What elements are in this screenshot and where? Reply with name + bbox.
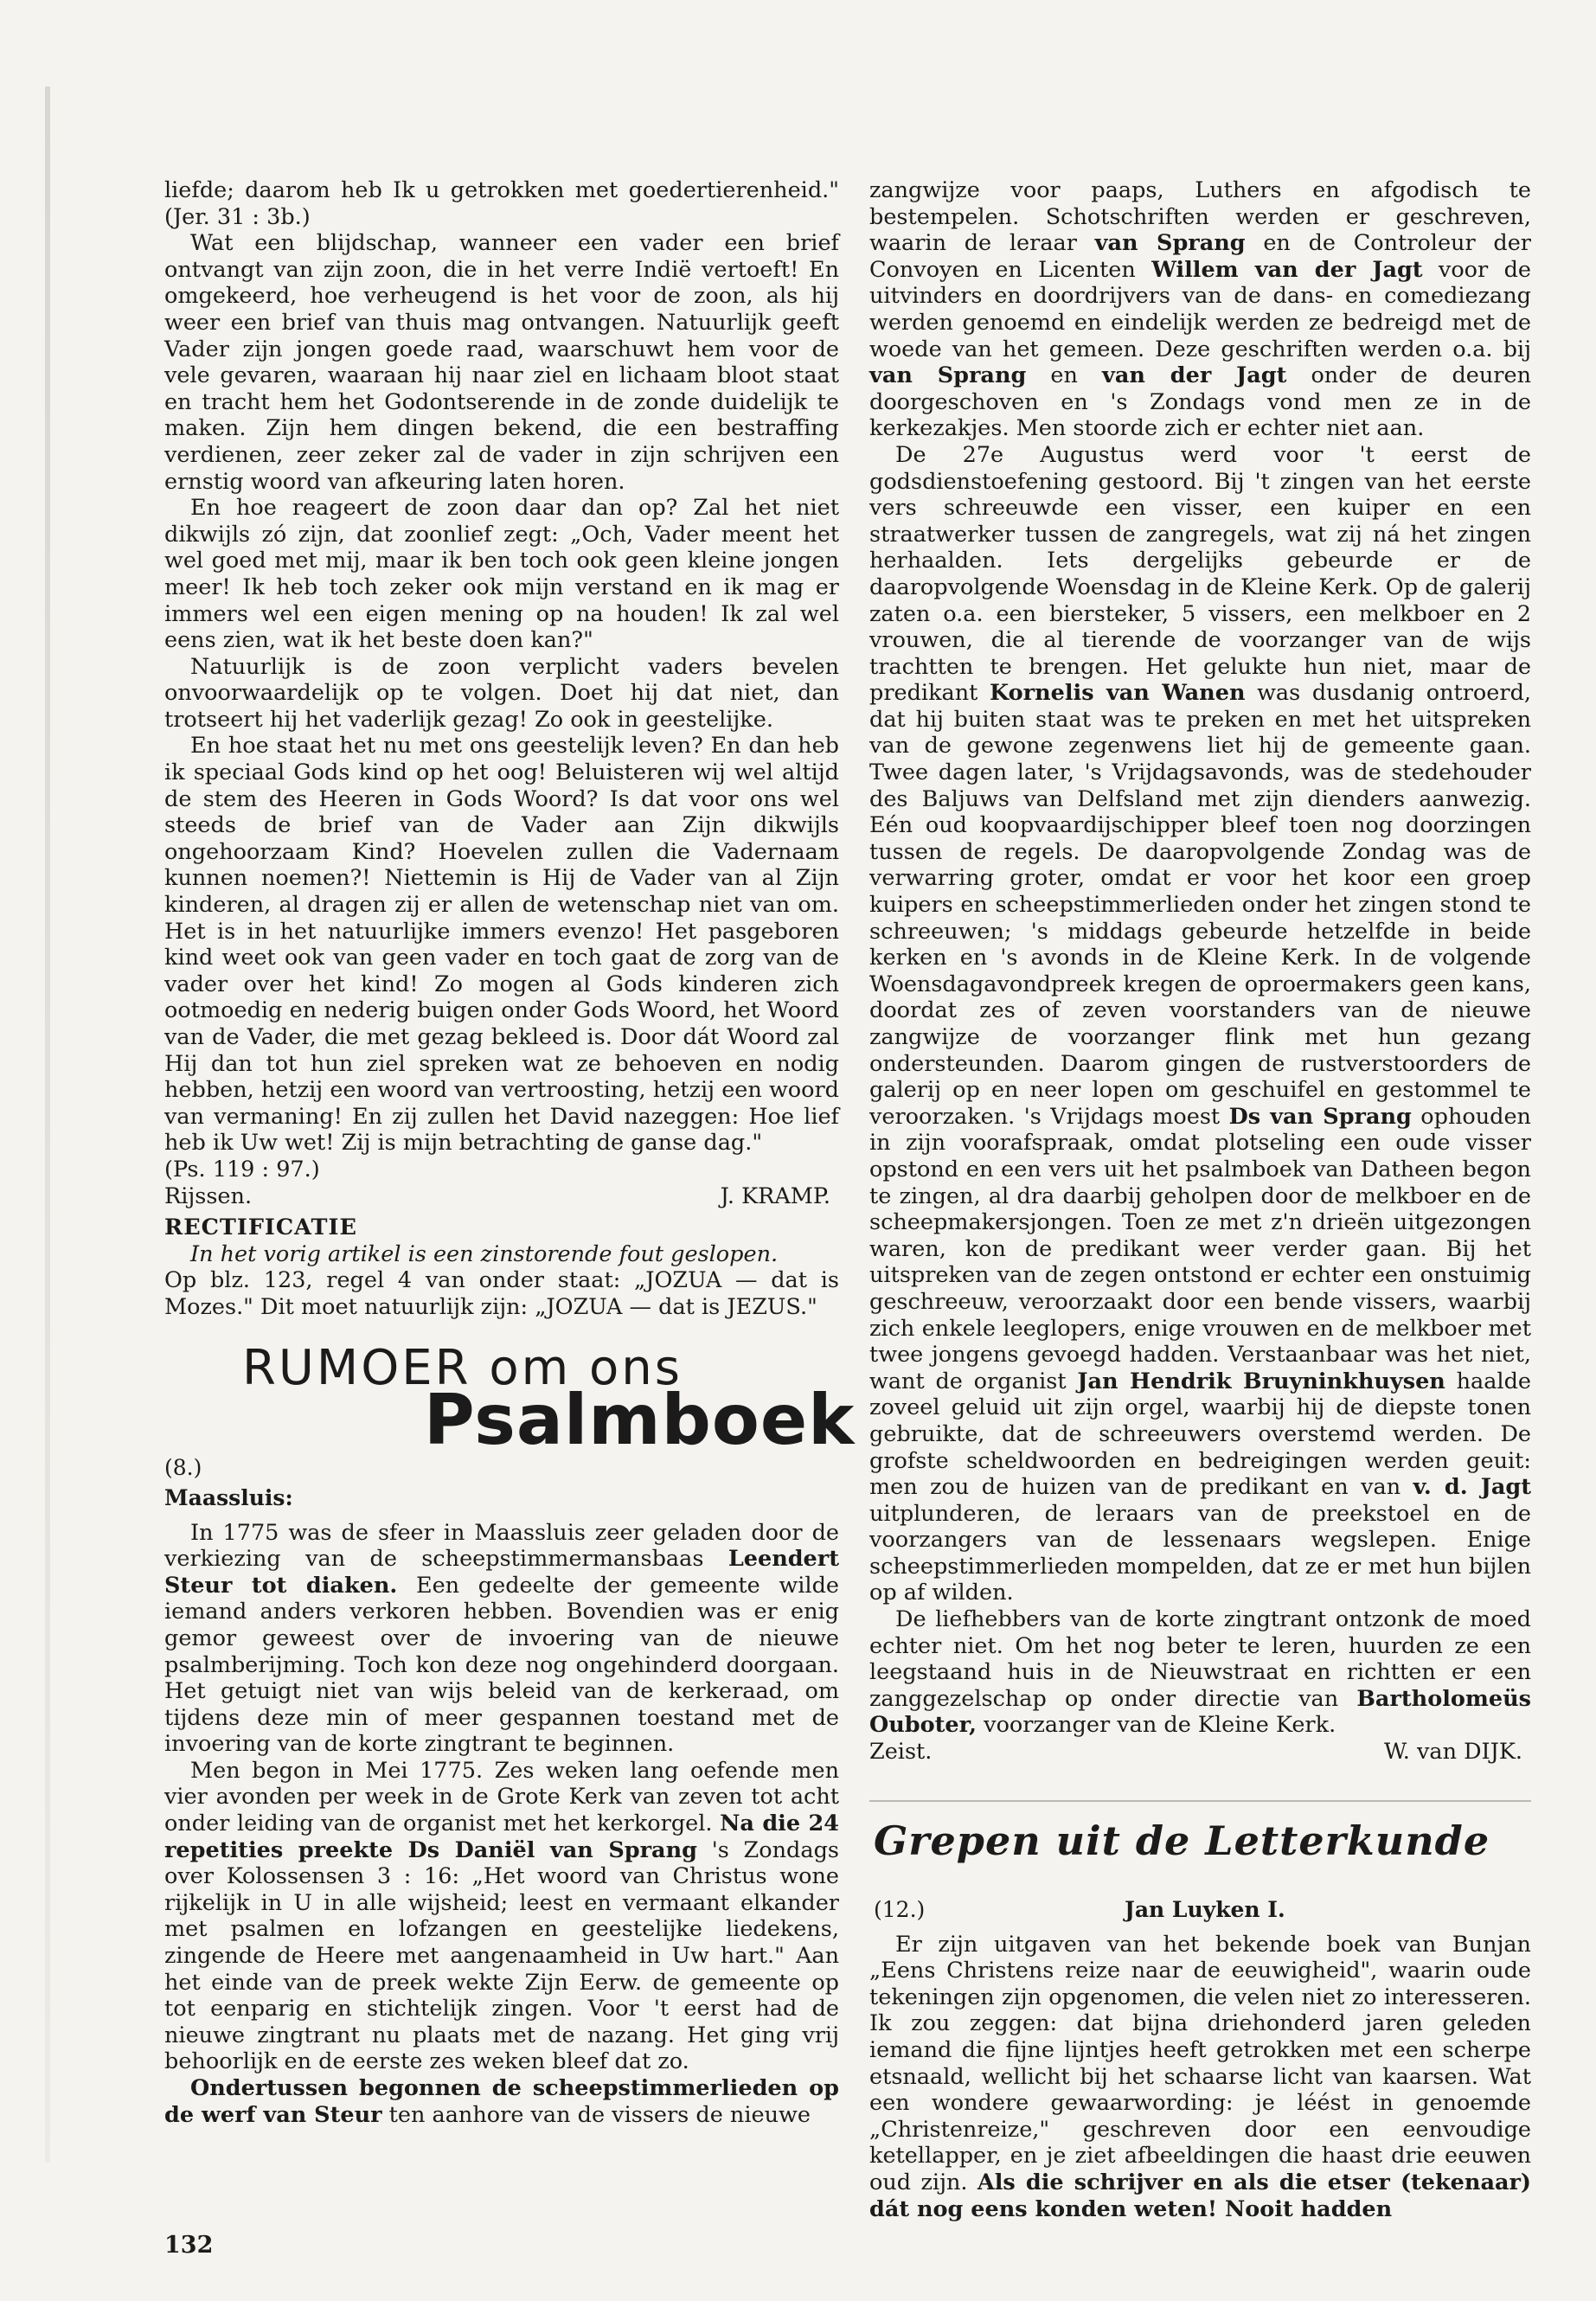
section-title: Grepen uit de Letterkunde: [874, 1817, 1490, 1864]
text: In 1775 was de sfeer in Maassluis zeer geladen door de verkiezing van de scheepstimmermansbaas: [164, 1519, 839, 1573]
title-main: Psalmboek: [424, 1379, 856, 1460]
signature-place: Rijssen.: [164, 1183, 253, 1209]
text: ophouden in zijn voorafspraak, omdat plotseling een oude visser opstond en een vers uit het psalmboek van Datheen begon te zingen, al dra daarbij geholpen door de melkboer en de scheepmakersjongen. Toen ze met z'n drieën uitgezongen waren, kon de predikant weer verder gaan. Bij het uitspreken van de zegen ontstond er echter een onstuimig geschreeuw, veroorzaakt door een bende vissers, waarbij zich enkele leeglopers, enige vrouwen en de melkboer met twee jongens gevoegd hadden. Verstaanbaar was het niet, want de organist: [869, 1103, 1531, 1394]
paragraph: En hoe reageert de zoon daar dan op? Zal het niet dikwijls zó zijn, dat zoonlief zegt: „Och, Vader meent het wel goed met mij, maar ik ben toch ook geen kleine jongen meer! Ik heb toch zeker ook mijn verstand en ik mag er immers wel een eigen mening op na houden! Ik zal wel eens zien, wat ik het beste doen kan?": [164, 495, 839, 654]
right-column: [869, 177, 1531, 2222]
bold-name: van Sprang: [1094, 230, 1246, 257]
signature-name: W. van DIJK.: [1384, 1739, 1522, 1766]
title-top: RUMOER om ons: [242, 1339, 683, 1396]
bold-name: Ds van Sprang: [1228, 1103, 1412, 1130]
scan-edge: [45, 87, 50, 2163]
text: uitplunderen, de leraars van de preekstoel en de voorzangers van de lessenaars wegslepen. Enige scheepstimmerlieden mompelden, dat ze er met hun bijlen op af wilden.: [869, 1500, 1531, 1606]
section-title-block: [869, 1800, 1531, 1932]
bold-text: Als die schrijver en als die etser (tekenaar) dát nog eens konden weten! Nooit hadden: [869, 2169, 1531, 2222]
text: en: [1026, 362, 1103, 389]
text: voorzanger van de Kleine Kerk.: [977, 1712, 1336, 1739]
left-column: [164, 177, 856, 2128]
paragraph: Natuurlijk is de zoon verplicht vaders bevelen onvoorwaardelijk op te volgen. Doet hij dat niet, dan trotseert hij het vaderlijk gezag! Zo ook in geestelijke.: [164, 653, 839, 733]
text: 's Zondags over Kolossensen 3 : 16: „Het woord van Christus wone rijkelijk in U in alle wijsheid; leest en vermaant elkander met psalmen en lofzangen en geestelijke liedekens, zingende de Heere met aangenaamheid in Uw hart." Aan het einde van de preek wekte Zijn Eerw. de gemeente op tot eenparig en stichtelijk zingen. Voor 't eerst had de nieuwe zingtrant nu plaats met de nazang. Het ging vrij behoorlijk en de eerste zes weken bleef dat zo.: [164, 1836, 839, 2075]
text: onder de deuren doorgeschoven en 's Zondags vond men ze in de kerkezakjes. Men stoorde zich er echter niet aan.: [869, 362, 1531, 442]
text: ten aanhore van de vissers de nieuwe: [381, 2101, 811, 2128]
paragraph: En hoe staat het nu met ons geestelijk leven? En dan heb ik speciaal Gods kind op het oog! Beluisteren wij wel altijd de stem des Heeren in Gods Woord? Is dat voor ons wel steeds de brief van de Vader aan Zijn dikwijls ongehoorzaam Kind? Hoevelen zullen die Vadernaam kunnen noemen?! Niettemin is Hij de Vader van al Zijn kinderen, al dragen zij er allen de wetenschap niet van om. Het is in het natuurlijke immers evenzo! Het pasgeboren kind weet ook van geen vader en toch gaat de zorg van de vader over het kind! Zo mogen al Gods kinderen zich ootmoedig en nederig buigen onder Gods Woord, het Woord van de Vader, die met gezag bekleed is. Door dát Woord zal Hij dan tot hun ziel spreken wat ze behoeven en nodig hebben, hetzij een woord van vertroosting, hetzij een woord van vermaning! En zij zullen het David nazeggen: Hoe lief heb ik Uw wet! Zij is mijn betrachting de ganse dag.": [164, 733, 839, 1157]
paragraph: [164, 1758, 839, 2075]
bold-name: Bartholomeüs Ouboter,: [869, 1685, 1531, 1739]
series-number: (12.): [874, 1896, 926, 1922]
scripture-reference: (Ps. 119 : 97.): [164, 1156, 320, 1183]
place-heading: Maassluis:: [164, 1484, 293, 1510]
rectification-heading: RECTIFICATIE: [164, 1215, 357, 1241]
paragraph: [164, 2075, 839, 2128]
signature-line: [869, 1739, 1531, 1766]
bold-name: Willem van der Jagt: [1151, 256, 1423, 283]
paragraph: [869, 1932, 1531, 2223]
bold-text: Ondertussen begonnen de scheepstimmerlieden op de: [164, 2075, 839, 2128]
rectification-text: In het vorig artikel is een zinstorende fout geslopen.: [190, 1240, 779, 1267]
bold-name: Kornelis van Wanen: [990, 680, 1246, 707]
paragraph: [869, 442, 1531, 1606]
bold-name: Jan Hendrik Bruyninkhuysen: [1077, 1368, 1445, 1394]
bold-name: Na die 24 repetities preekte Ds Daniël van Sprang: [164, 1811, 839, 1863]
series-number: (8.): [164, 1454, 202, 1480]
bold-name: van der Jagt: [1102, 362, 1287, 389]
text: Men begon in Mei 1775. Zes weken lang oefende men vier avonden per week in de Grote Kerk van zeven tot acht onder leiding van de organist met het kerkorgel.: [164, 1757, 839, 1837]
paragraph: liefde; daarom heb Ik u getrokken met goedertierenheid." (Jer. 31 : 3b.): [164, 177, 839, 230]
text: De 27e Augustus werd voor 't eerst de godsdienstoefening gestoord. Bij 't zingen van het eerste vers schreeuwde een visser, een kuiper en een straatwerker tussen de zangregels, wat zij ná het zingen herhaalden. Iets dergelijks gebeurde er de daaropvolgende Woensdag in de Kleine Kerk. Op de galerij zaten o.a. een biersteker, 5 vissers, een melkboer en 2 vrouwen, die al tierende de voorzanger van de wijs trachtten te brengen. Het gelukte hun niet, maar de predikant: [869, 441, 1531, 707]
bold-name: Leendert Steur tot diaken.: [164, 1546, 839, 1599]
text: haalde zoveel geluid uit zijn orgel, waarbij hij de diepste tonen gebruikte, dat de schreeuwers overstemd werden. De grofste scheldwoorden en bedreigingen werden geuit: men zou de huizen van de predikant en van: [869, 1368, 1531, 1501]
text: De liefhebbers van de korte zingtrant ontzonk de moed echter niet. Om het nog beter te leren, huurden ze een leegstaand huis in de Nieuwstraat en richtten er een zanggezelschap op onder directie van: [869, 1606, 1531, 1712]
paragraph: Wat een blijdschap, wanneer een vader een brief ontvangt van zijn zoon, die in het verre Indië vertoeft! En omgekeerd, hoe verheugend is het voor de zoon, als hij weer een brief van thuis mag ontvangen. Natuurlijk geeft Vader zijn jongen goede raad, waarschuwt hem voor de vele gevaren, waaraan hij naar ziel en lichaam bloot staat en tracht hem het Godontserende in de zonde duidelijk te maken. Zijn hem dingen bekend, die een bestraffing verdienen, zeer zeker zal de vader in zijn schrijven een ernstig woord van afkeuring laten horen.: [164, 230, 839, 495]
section-subject: Jan Luyken I.: [1125, 1896, 1285, 1922]
text: zangwijze voor paaps, Luthers en afgodisch te bestempelen. Schotschriften werden er geschreven, waarin de leraar: [869, 177, 1531, 257]
text: voor de uitvinders en doordrijvers van de dans- en comediezang werden genoemd en eindelijk werden ze bedreigd met de woede van het gemeen. Deze geschriften werden o.a. bij: [869, 256, 1531, 362]
bold-name: v. d. Jagt: [1413, 1474, 1532, 1501]
rectification-text-2: Op blz. 123, regel 4 van onder staat: „JOZUA — dat is Mozes." Dit moet natuurlijk zijn: „JOZUA — dat is JEZUS.": [164, 1267, 839, 1320]
text: Er zijn uitgaven van het bekende boek van Bunjan „Eens Christens reize naar de eeuwigheid", waarin oude tekeningen zijn opgenomen, die velen niet zo interesseren. Ik zou zeggen: dat bijna driehonderd jaren geleden iemand die fijne lijntjes heeft getrokken met een scherpe etsnaald, wellicht bij het schaarse licht van kaarsen. Wat een wondere gewaarwording: je léést in genoemde „Christenreize," geschreven door een eenvoudige ketellapper, en je ziet afbeeldingen die haast drie eeuwen oud zijn.: [869, 1931, 1531, 2195]
paragraph: [164, 1520, 839, 1758]
text: was dusdanig ontroerd, dat hij buiten staat was te preken en met het uitspreken van de gewone zegenwens liet hij de gemeente gaan. Twee dagen later, 's Vrijdagsavonds, was de stedehouder des Baljuws van Delfsland met zijn dienders aanwezig. Eén oud koopvaardijschipper bleef toen nog doorzingen tussen de regels. De daaropvolgende Zondag was de verwarring groter, omdat er voor het koor een groep kuipers en scheepstimmerlieden onder het zingen stond te schreeuwen; 's middags gebeurde hetzelfde in beide kerken en 's avonds in de Kleine Kerk. In de volgende Woensdagavondpreek kregen de oproermakers geen kans, doordat zes of zeven voorstanders van de nieuwe zangwijze de voorzanger flink met hun gezang ondersteunden. Daarom gingen de rustverstoorders de galerij op en neer lopen om geschuifel en gestommel te veroorzaken. 's Vrijdags moest: [869, 680, 1531, 1130]
signature-line: [164, 1183, 839, 1210]
text: Een gedeelte der gemeente wilde iemand anders verkoren hebben. Bovendien was er enig gemor geweest over de invoering van de nieuwe psalmberijming. Toch kon deze nog ongehinderd doorgaan. Het getuigt niet van wijs beleid van de kerkeraad, om tijdens deze min of meer gespannen toestand met de invoering van de korte zingtrant te beginnen.: [164, 1572, 839, 1758]
text: en de Controleur der Convoyen en Licenten: [869, 230, 1531, 283]
bold-name: van Sprang: [869, 362, 1027, 389]
paragraph: [869, 177, 1531, 442]
paragraph: [869, 1606, 1531, 1739]
bold-name: werf van Steur: [201, 2101, 382, 2128]
page-number: 132: [164, 2232, 214, 2259]
signature-place: Zeist.: [869, 1739, 933, 1766]
signature-name: J. KRAMP.: [720, 1183, 830, 1209]
article-title-block: [164, 1339, 856, 1520]
